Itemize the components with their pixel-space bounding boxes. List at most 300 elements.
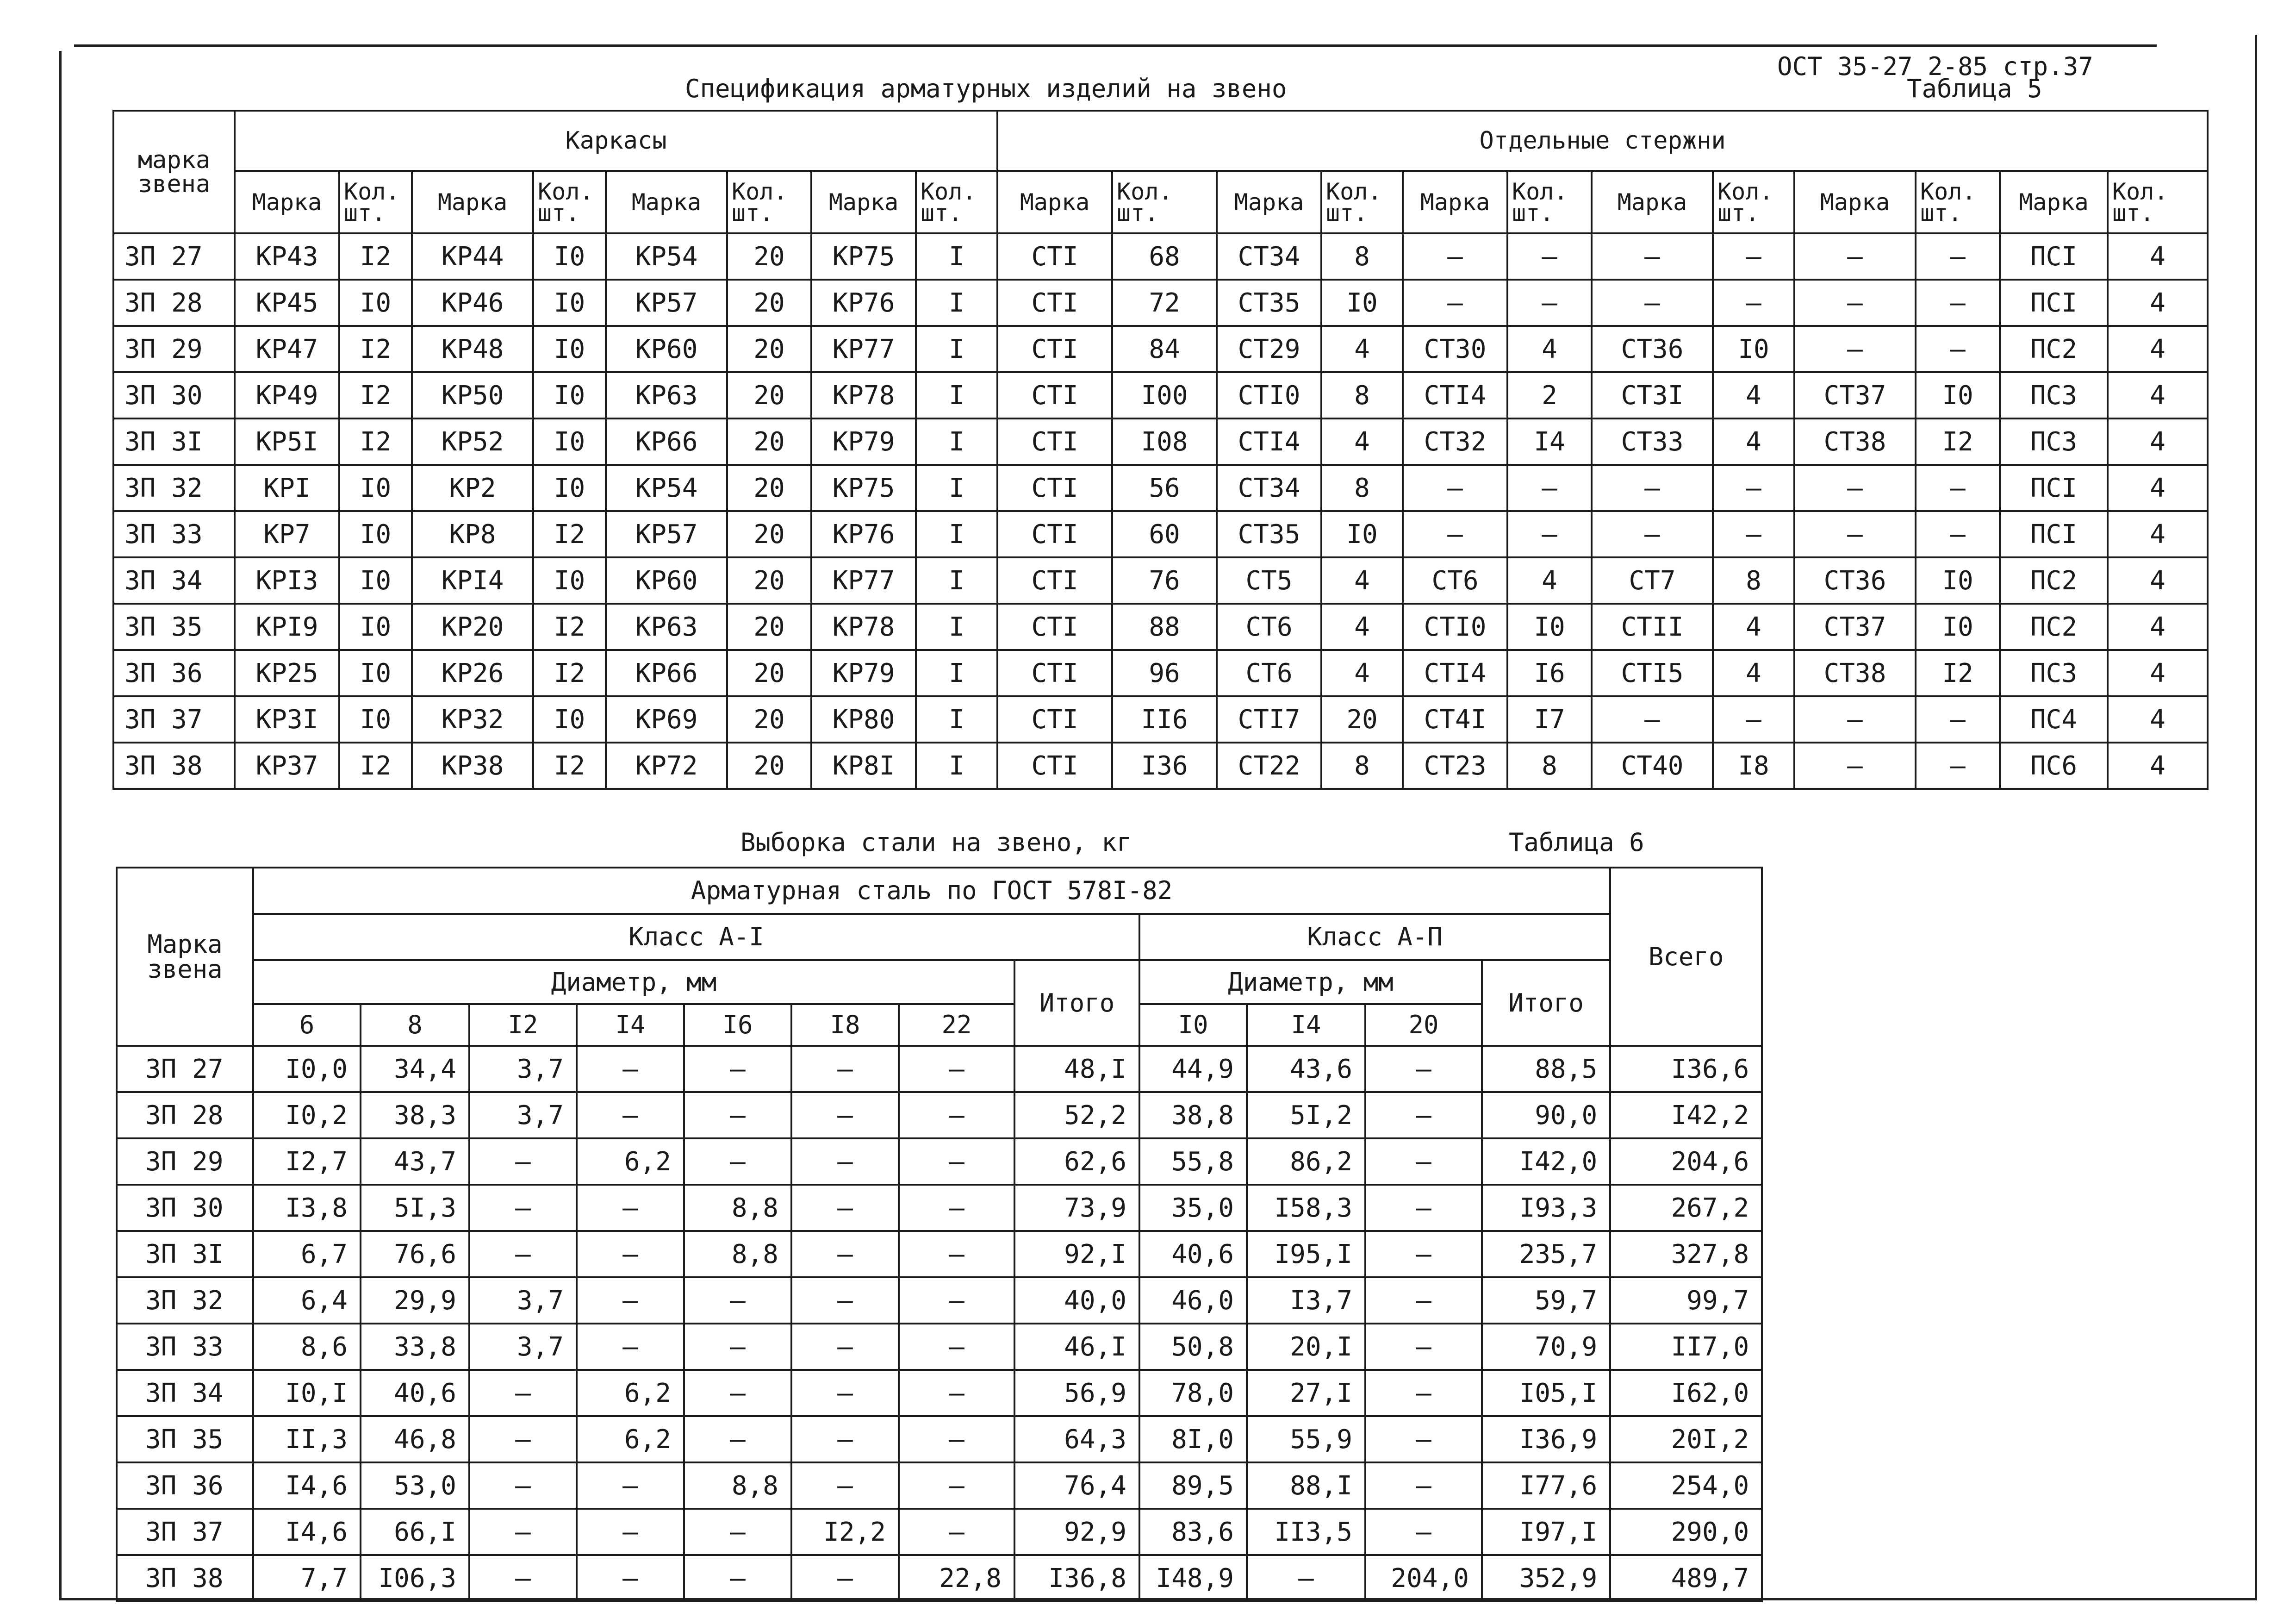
table5-cell: СТI4 — [1403, 650, 1507, 696]
table6-cell: I4,6 — [253, 1509, 361, 1555]
table6-cell: 20I,2 — [1610, 1416, 1762, 1462]
table6-cell: – — [791, 1370, 899, 1416]
table6-cell: 352,9 — [1482, 1555, 1610, 1601]
table6-cell: 86,2 — [1247, 1138, 1365, 1185]
table5-cell: I2 — [1916, 650, 2000, 696]
table6-row-mark: ЗП 32 — [117, 1277, 253, 1324]
table5-cell: 20 — [727, 418, 811, 465]
table5-cell: – — [1507, 233, 1592, 280]
table5-cell: СТ3I — [1592, 372, 1713, 418]
table6-row-mark: ЗП 37 — [117, 1509, 253, 1555]
table6-cell: 64,3 — [1014, 1416, 1139, 1462]
table6-cell: – — [899, 1092, 1014, 1138]
table6-cell: 8I,0 — [1139, 1416, 1247, 1462]
table5-col-mark: марка звена — [113, 111, 235, 233]
table6-cell: 204,6 — [1610, 1138, 1762, 1185]
table6-cell: 290,0 — [1610, 1509, 1762, 1555]
table5-header-mark: Марка — [1592, 171, 1713, 233]
table5-row — [113, 418, 2208, 465]
table6-cell: – — [791, 1231, 899, 1277]
table6-cell: I42,0 — [1482, 1138, 1610, 1185]
table5-row-mark: ЗП 35 — [113, 604, 235, 650]
table5-cell: 20 — [727, 696, 811, 743]
table5-cell: – — [1507, 511, 1592, 557]
table6-cell: – — [577, 1046, 684, 1092]
table5-cell: ПС3 — [2000, 372, 2108, 418]
table6-cell: 89,5 — [1139, 1462, 1247, 1509]
table6-cell: – — [791, 1138, 899, 1185]
table5-cell: СТ35 — [1217, 280, 1321, 326]
table6-row-mark: ЗП 3I — [117, 1231, 253, 1277]
table6-cell: 38,3 — [361, 1092, 469, 1138]
table5-cell: – — [1916, 280, 2000, 326]
table6-cell: 3,7 — [469, 1324, 577, 1370]
table6-cell: – — [899, 1231, 1014, 1277]
table6-cell: – — [1365, 1092, 1482, 1138]
table5-header-qty: Кол. шт. — [916, 171, 997, 233]
table6-cell: I77,6 — [1482, 1462, 1610, 1509]
table5-cell: II6 — [1112, 696, 1217, 743]
table5-cell: ПС6 — [2000, 743, 2108, 789]
table5-cell: 20 — [727, 233, 811, 280]
table5-cell: СТ33 — [1592, 418, 1713, 465]
table6-title: Выборка стали на звено, кг — [740, 828, 1132, 857]
table5-cell: – — [1916, 465, 2000, 511]
table6-cell: – — [469, 1185, 577, 1231]
table6-class2-header: Класс А-П — [1139, 914, 1610, 960]
table6-cell: – — [791, 1185, 899, 1231]
table5-cell: 8 — [1713, 557, 1794, 604]
table5-row-mark: ЗП 27 — [113, 233, 235, 280]
table5-cell: 88 — [1112, 604, 1217, 650]
table6-cell: – — [684, 1092, 791, 1138]
table5-cell: 20 — [1321, 696, 1403, 743]
table5-cell: СТ6 — [1217, 604, 1321, 650]
table6-cell: – — [1365, 1277, 1482, 1324]
table6-cell: 66,I — [361, 1509, 469, 1555]
table6-cell: – — [791, 1092, 899, 1138]
table5 — [112, 110, 2209, 790]
table6-cell: 6,2 — [577, 1370, 684, 1416]
table5-cell: I0 — [533, 233, 606, 280]
table6-cell: 43,7 — [361, 1138, 469, 1185]
table5-cell: КР52 — [412, 418, 533, 465]
table5-cell: 4 — [2108, 465, 2208, 511]
table5-cell: КР75 — [811, 465, 916, 511]
table6-row-mark: ЗП 33 — [117, 1324, 253, 1370]
table5-row-mark: ЗП 32 — [113, 465, 235, 511]
table5-cell: 4 — [2108, 233, 2208, 280]
table6-cell: – — [791, 1046, 899, 1092]
table6-cell: – — [1247, 1555, 1365, 1601]
table6-cell: – — [899, 1138, 1014, 1185]
table5-cell: I0 — [339, 604, 412, 650]
table5-cell: СТ6 — [1403, 557, 1507, 604]
table5-cell: – — [1592, 696, 1713, 743]
table5-cell: I0 — [339, 557, 412, 604]
table5-header-mark: Марка — [606, 171, 727, 233]
table5-cell: – — [1916, 696, 2000, 743]
table5-cell: СТ7 — [1592, 557, 1713, 604]
table6-diameter2-header: Диаметр, мм — [1139, 960, 1482, 1004]
table5-cell: – — [1403, 233, 1507, 280]
table6-cell: – — [684, 1509, 791, 1555]
table6-cell: 50,8 — [1139, 1324, 1247, 1370]
table5-row — [113, 696, 2208, 743]
table5-row — [113, 326, 2208, 372]
table6-cell: – — [899, 1046, 1014, 1092]
table5-header-qty: Кол. шт. — [339, 171, 412, 233]
table6-grand-total-header: Всего — [1610, 868, 1762, 1046]
table6-cell: 8,8 — [684, 1185, 791, 1231]
table6-cell: I58,3 — [1247, 1185, 1365, 1231]
table6-row — [117, 1138, 1762, 1185]
table6-cell: – — [469, 1370, 577, 1416]
table5-cell: СТ34 — [1217, 233, 1321, 280]
table6-cell: 83,6 — [1139, 1509, 1247, 1555]
table6-cell: – — [684, 1324, 791, 1370]
table5-cell: СТI — [997, 743, 1112, 789]
table6-cell: 78,0 — [1139, 1370, 1247, 1416]
table5-header-qty: Кол. шт. — [1713, 171, 1794, 233]
table5-cell: I0 — [533, 696, 606, 743]
table5-cell: КР54 — [606, 465, 727, 511]
table5-cell: – — [1713, 511, 1794, 557]
table6-row — [117, 1509, 1762, 1555]
table5-cell: 4 — [1713, 372, 1794, 418]
table5-cell: КР57 — [606, 280, 727, 326]
table5-cell: КР80 — [811, 696, 916, 743]
table5-cell: СТ4I — [1403, 696, 1507, 743]
table5-header-mark: Марка — [997, 171, 1112, 233]
table5-cell: – — [1713, 696, 1794, 743]
table5-cell: КР54 — [606, 233, 727, 280]
table5-cell: 4 — [1321, 326, 1403, 372]
table6-cell: 5I,3 — [361, 1185, 469, 1231]
table6-row — [117, 1185, 1762, 1231]
table5-cell: I0 — [533, 326, 606, 372]
table5-cell: I8 — [1713, 743, 1794, 789]
table5-cell: КР2 — [412, 465, 533, 511]
table6-cell: 327,8 — [1610, 1231, 1762, 1277]
table5-cell: СТ38 — [1794, 418, 1916, 465]
table5-cell: I — [916, 233, 997, 280]
table5-cell: ПСI — [2000, 280, 2108, 326]
table6-cell: – — [791, 1277, 899, 1324]
table5-row-mark: ЗП 36 — [113, 650, 235, 696]
table5-cell: 8 — [1321, 233, 1403, 280]
table6-cell: – — [577, 1092, 684, 1138]
table6-cell: – — [899, 1509, 1014, 1555]
table5-cell: 4 — [1321, 557, 1403, 604]
table6-cell: I0,I — [253, 1370, 361, 1416]
table5-group-rods: Отдельные стержни — [997, 111, 2208, 171]
table6-class1-header: Класс А-I — [253, 914, 1139, 960]
table5-cell: ПС2 — [2000, 326, 2108, 372]
table5-cell: КР78 — [811, 372, 916, 418]
table5-cell: 72 — [1112, 280, 1217, 326]
table5-header-mark: Марка — [235, 171, 339, 233]
table6-cell: – — [469, 1138, 577, 1185]
table6-cell: 48,I — [1014, 1046, 1139, 1092]
table6-cell: – — [791, 1462, 899, 1509]
table5-cell: СТI — [997, 465, 1112, 511]
table5-cell: I2 — [339, 233, 412, 280]
table5-cell: I0 — [533, 418, 606, 465]
table5-cell: I0 — [1321, 511, 1403, 557]
table6-cell: I2,7 — [253, 1138, 361, 1185]
table5-cell: КР77 — [811, 557, 916, 604]
table5-cell: КР32 — [412, 696, 533, 743]
table5-row — [113, 604, 2208, 650]
table6-cell: 22,8 — [899, 1555, 1014, 1601]
table5-row — [113, 511, 2208, 557]
table6-cell: I0,2 — [253, 1092, 361, 1138]
table5-cell: СТI — [997, 280, 1112, 326]
table5-cell: I00 — [1112, 372, 1217, 418]
table6-cell: 6,4 — [253, 1277, 361, 1324]
table5-header-mark: Марка — [2000, 171, 2108, 233]
table5-cell: КР46 — [412, 280, 533, 326]
table5-cell: 76 — [1112, 557, 1217, 604]
table5-cell: КР25 — [235, 650, 339, 696]
table6-col-mark: Марка звена — [117, 868, 253, 1046]
table5-cell: КР79 — [811, 418, 916, 465]
table5-cell: СТ34 — [1217, 465, 1321, 511]
table5-cell: 4 — [1507, 557, 1592, 604]
table5-header-mark: Марка — [1217, 171, 1321, 233]
table6-cell: 44,9 — [1139, 1046, 1247, 1092]
table6-cell: 35,0 — [1139, 1185, 1247, 1231]
table5-cell: I0 — [1916, 372, 2000, 418]
table6-diameter-a1: I8 — [791, 1004, 899, 1046]
table5-header-qty: Кол. шт. — [727, 171, 811, 233]
table6-cell: – — [899, 1370, 1014, 1416]
table5-cell: I — [916, 650, 997, 696]
table5-cell: 4 — [2108, 650, 2208, 696]
table6-cell: 56,9 — [1014, 1370, 1139, 1416]
table6-diameter-a2: 20 — [1365, 1004, 1482, 1046]
table6-diameter-a1: 22 — [899, 1004, 1014, 1046]
table6-row-mark: ЗП 27 — [117, 1046, 253, 1092]
table5-cell: 20 — [727, 604, 811, 650]
table6-cell: – — [1365, 1509, 1482, 1555]
table6-cell: – — [469, 1462, 577, 1509]
table5-cell: I — [916, 511, 997, 557]
table6-cell: 90,0 — [1482, 1092, 1610, 1138]
table6-cell: 76,6 — [361, 1231, 469, 1277]
table6-cell: I05,I — [1482, 1370, 1610, 1416]
table5-cell: СТ30 — [1403, 326, 1507, 372]
table5-cell: ПСI — [2000, 511, 2108, 557]
table5-cell: СТ22 — [1217, 743, 1321, 789]
table5-cell: СТI4 — [1217, 418, 1321, 465]
table6-row — [117, 1231, 1762, 1277]
table6-row — [117, 1462, 1762, 1509]
table5-cell: СТ37 — [1794, 372, 1916, 418]
table6-cell: – — [577, 1185, 684, 1231]
document-code: ОСТ 35-27 2-85 стр.37 — [1777, 52, 2093, 81]
table6-cell: – — [1365, 1324, 1482, 1370]
table5-header-qty: Кол. шт. — [1321, 171, 1403, 233]
table5-cell: СТI0 — [1403, 604, 1507, 650]
table5-cell: – — [1592, 233, 1713, 280]
table5-row-mark: ЗП 38 — [113, 743, 235, 789]
table6-cell: – — [899, 1462, 1014, 1509]
table6-row — [117, 1046, 1762, 1092]
table6-cell: 3,7 — [469, 1277, 577, 1324]
table5-header-qty: Кол. шт. — [2108, 171, 2208, 233]
table5-cell: – — [1403, 280, 1507, 326]
table5-cell: I0 — [1507, 604, 1592, 650]
table6-cell: I42,2 — [1610, 1092, 1762, 1138]
table6-cell: – — [1365, 1370, 1482, 1416]
table6-cell: 27,I — [1247, 1370, 1365, 1416]
table5-cell: КРI4 — [412, 557, 533, 604]
table6-cell: 70,9 — [1482, 1324, 1610, 1370]
table5-cell: 8 — [1321, 372, 1403, 418]
table6-diameter-a1: 6 — [253, 1004, 361, 1046]
table6-cell: 46,8 — [361, 1416, 469, 1462]
table5-cell: I0 — [1321, 280, 1403, 326]
table5-cell: 20 — [727, 511, 811, 557]
table6-row-mark: ЗП 29 — [117, 1138, 253, 1185]
table6-row-mark: ЗП 28 — [117, 1092, 253, 1138]
table6-cell: – — [684, 1138, 791, 1185]
table5-cell: I2 — [339, 743, 412, 789]
table6-row-mark: ЗП 30 — [117, 1185, 253, 1231]
table5-cell: КР8 — [412, 511, 533, 557]
table6-cell: 34,4 — [361, 1046, 469, 1092]
table5-cell: 4 — [2108, 743, 2208, 789]
table6-cell: II7,0 — [1610, 1324, 1762, 1370]
table6-cell: – — [577, 1324, 684, 1370]
table5-row-mark: ЗП 30 — [113, 372, 235, 418]
table6-cell: 88,5 — [1482, 1046, 1610, 1092]
table6-cell: I36,6 — [1610, 1046, 1762, 1092]
table5-cell: СТI — [997, 604, 1112, 650]
table6-row-mark: ЗП 38 — [117, 1555, 253, 1601]
table5-cell: I0 — [339, 465, 412, 511]
table6-row — [117, 1555, 1762, 1601]
table5-cell: I0 — [1916, 557, 2000, 604]
table5-cell: 4 — [1321, 604, 1403, 650]
table5-cell: СТI4 — [1403, 372, 1507, 418]
table6-cell: II3,5 — [1247, 1509, 1365, 1555]
table5-cell: – — [1916, 233, 2000, 280]
table5-cell: СТI — [997, 372, 1112, 418]
table6-row-mark: ЗП 35 — [117, 1416, 253, 1462]
table5-header-mark: Марка — [1794, 171, 1916, 233]
table5-cell: I7 — [1507, 696, 1592, 743]
table6-cell: – — [684, 1370, 791, 1416]
table5-cell: ПС3 — [2000, 650, 2108, 696]
table6-cell: 254,0 — [1610, 1462, 1762, 1509]
table5-cell: – — [1592, 465, 1713, 511]
table6-cell: 55,9 — [1247, 1416, 1365, 1462]
table6-total1-header: Итого — [1014, 960, 1139, 1046]
table5-cell: СТI — [997, 696, 1112, 743]
table6-cell: 8,8 — [684, 1231, 791, 1277]
table5-cell: КР77 — [811, 326, 916, 372]
table5-cell: КР66 — [606, 650, 727, 696]
table5-cell: СТ36 — [1592, 326, 1713, 372]
table5-cell: СТ38 — [1794, 650, 1916, 696]
table5-cell: I — [916, 557, 997, 604]
table5-row-mark: ЗП 37 — [113, 696, 235, 743]
table6-cell: 29,9 — [361, 1277, 469, 1324]
table5-cell: I0 — [339, 696, 412, 743]
table6-cell: I48,9 — [1139, 1555, 1247, 1601]
table5-row — [113, 743, 2208, 789]
table5-cell: 4 — [2108, 280, 2208, 326]
table5-cell: I — [916, 372, 997, 418]
table5-title: Спецификация арматурных изделий на звено — [685, 74, 1287, 103]
table6-cell: 92,I — [1014, 1231, 1139, 1277]
table6-diameter-a2: I4 — [1247, 1004, 1365, 1046]
table6-cell: I2,2 — [791, 1509, 899, 1555]
table5-cell: СТI — [997, 418, 1112, 465]
table6-cell: I0,0 — [253, 1046, 361, 1092]
table5-row — [113, 372, 2208, 418]
table6-diameter-a2: I0 — [1139, 1004, 1247, 1046]
table6-cell: 46,0 — [1139, 1277, 1247, 1324]
table5-cell: КР63 — [606, 372, 727, 418]
table5-cell: СТ37 — [1794, 604, 1916, 650]
table5-cell: – — [1403, 511, 1507, 557]
table5-cell: КР76 — [811, 280, 916, 326]
table6-cell: 40,6 — [361, 1370, 469, 1416]
table5-cell: I2 — [339, 326, 412, 372]
table5-cell: 8 — [1507, 743, 1592, 789]
table6-cell: 7,7 — [253, 1555, 361, 1601]
table5-cell: КР60 — [606, 557, 727, 604]
table6-cell: 40,0 — [1014, 1277, 1139, 1324]
table6-cell: 46,I — [1014, 1324, 1139, 1370]
table5-cell: I — [916, 326, 997, 372]
table5-row — [113, 557, 2208, 604]
table5-cell: I08 — [1112, 418, 1217, 465]
table6-cell: – — [469, 1555, 577, 1601]
table5-cell: 4 — [2108, 511, 2208, 557]
table5-cell: КР45 — [235, 280, 339, 326]
table6-row-mark: ЗП 34 — [117, 1370, 253, 1416]
table6-cell: 55,8 — [1139, 1138, 1247, 1185]
table5-header-mark: Марка — [811, 171, 916, 233]
table5-cell: 20 — [727, 326, 811, 372]
table5-cell: I0 — [533, 465, 606, 511]
table5-cell: ПС3 — [2000, 418, 2108, 465]
table6-cell: 62,6 — [1014, 1138, 1139, 1185]
table5-cell: 84 — [1112, 326, 1217, 372]
table5-cell: – — [1794, 280, 1916, 326]
table5-cell: – — [1916, 511, 2000, 557]
table5-cell: СТ29 — [1217, 326, 1321, 372]
table6-cell: – — [1365, 1185, 1482, 1231]
table6-cell: 92,9 — [1014, 1509, 1139, 1555]
table6-cell: – — [577, 1462, 684, 1509]
table6-cell: I4,6 — [253, 1462, 361, 1509]
table5-cell: I0 — [1713, 326, 1794, 372]
table5-cell: СТI — [997, 650, 1112, 696]
table5-cell: – — [1507, 280, 1592, 326]
table6-cell: – — [684, 1555, 791, 1601]
table5-cell: I4 — [1507, 418, 1592, 465]
table5-cell: – — [1916, 743, 2000, 789]
table5-cell: I — [916, 280, 997, 326]
table5-cell: ПСI — [2000, 233, 2108, 280]
table6-cell: 6,2 — [577, 1138, 684, 1185]
